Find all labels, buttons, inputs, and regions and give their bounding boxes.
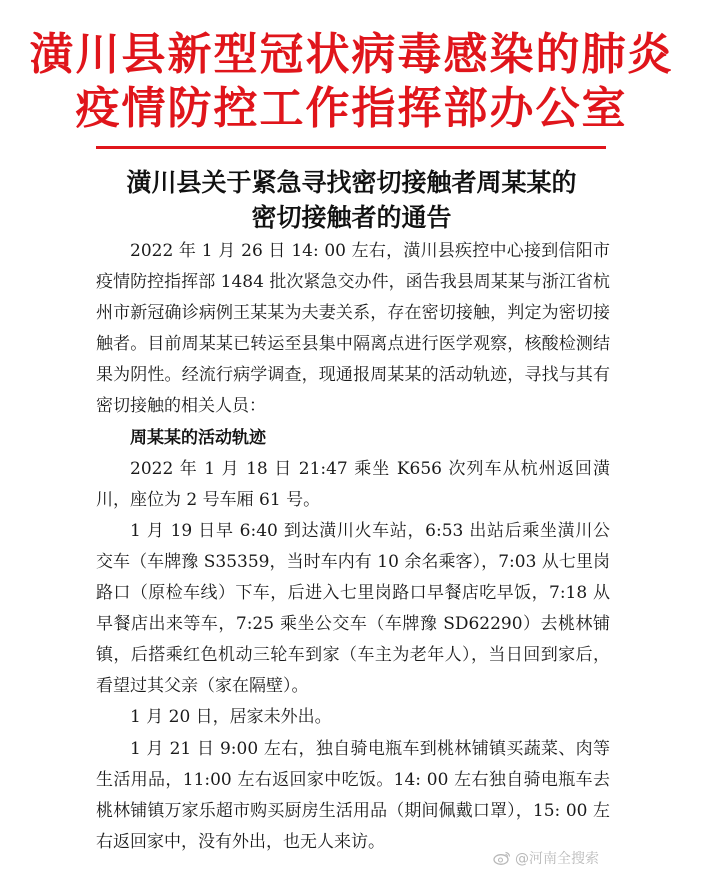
title-line-1: 潢川县关于紧急寻找密切接触者周某某的 xyxy=(126,168,577,197)
section-subtitle: 周某某的活动轨迹 xyxy=(130,427,266,448)
trajectory-paragraph: 1 月 21 日 9:00 左右，独自骑电瓶车到桃林铺镇买蔬菜、肉等生活用品，11:00 左右返回家中吃饭。14: 00 左右独自骑电瓶车去桃林铺镇万家乐超市购买厨房生活用品（期间佩戴口罩），15: 00 左右返回家中，没有外出，也无人来访。 xyxy=(96,738,610,852)
notice-body xyxy=(96,236,610,858)
intro-paragraph: 2022 年 1 月 26 日 14: 00 左右，潢川县疾控中心接到信阳市疫情防控指挥部 1484 批次紧急交办件，函告我县周某某与浙江省杭州市新冠确诊病例王某某为夫妻关系，存在密切接触，判定为密切接触者。目前周某某已转运至县集中隔离点进行医学观察，核酸检测结果为阴性。经流行病学调查，现通报周某某的活动轨迹，寻找与其有密切接触的相关人员： xyxy=(96,241,610,417)
trajectory-paragraph: 2022 年 1 月 18 日 21:47 乘坐 K656 次列车从杭州返回潢川，座位为 2 号车厢 61 号。 xyxy=(96,458,610,510)
trajectory-paragraph: 1 月 20 日，居家未外出。 xyxy=(130,707,332,728)
trajectory-paragraph: 1 月 19 日早 6:40 到达潢川火车站，6:53 出站后乘坐潢川公交车（车牌豫 S35359，当时车内有 10 余名乘客），7:03 从七里岗路口（原检车线）下车，后进入七里岗路口早餐店吃早饭，7:18 从早餐店出来等车，7:25 乘坐公交车（车牌豫 SD62290）去桃林铺镇，后搭乘红色机动三轮车到家（车主为老年人），当日回到家后，看望过其父亲（家在隔壁）。 xyxy=(96,520,610,697)
header-divider xyxy=(96,146,606,149)
watermark-text: @河南全搜索 xyxy=(515,851,599,867)
weibo-icon xyxy=(493,851,511,865)
source-watermark xyxy=(493,848,599,868)
title-line-2: 密切接触者的通告 xyxy=(251,203,452,232)
notice-title xyxy=(0,165,703,235)
issuing-office-header xyxy=(0,28,703,136)
header-line-2: 疫情防控工作指挥部办公室 xyxy=(75,83,628,134)
header-line-1: 潢川县新型冠状病毒感染的肺炎 xyxy=(29,29,674,80)
